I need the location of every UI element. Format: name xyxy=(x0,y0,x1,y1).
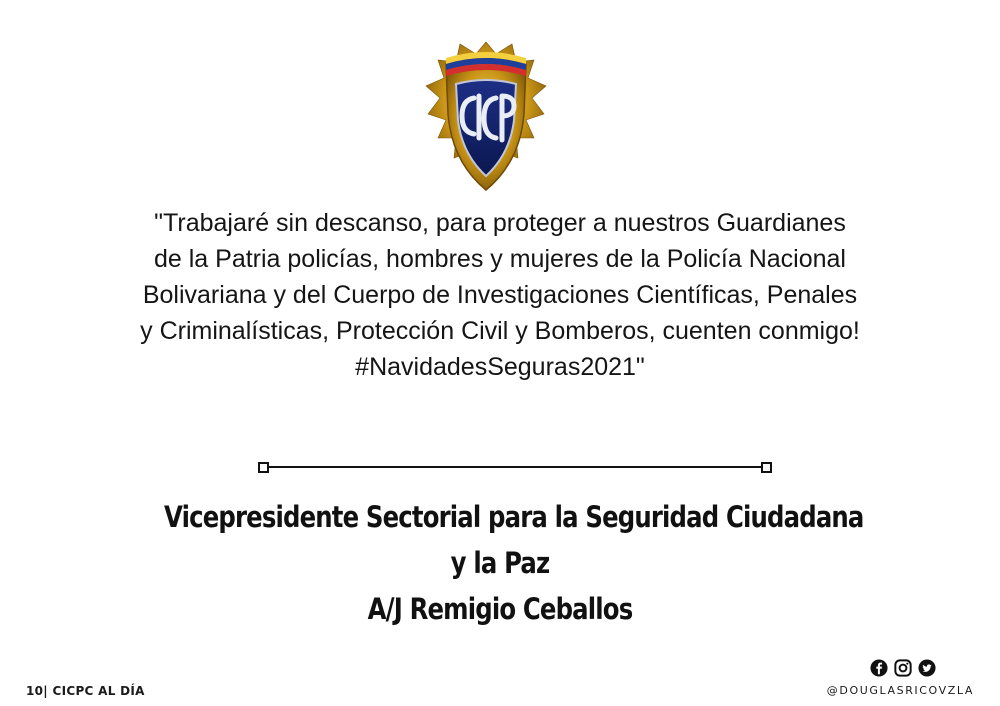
quote-line: y Criminalísticas, Protección Civil y Bomberos, cuenten conmigo! xyxy=(140,317,860,345)
signature-name: A/J Remigio Ceballos xyxy=(367,592,633,626)
signature-title-cont: y la Paz xyxy=(450,546,550,580)
quote-text xyxy=(40,205,960,385)
instagram-icon[interactable] xyxy=(894,659,912,677)
divider-cap-right xyxy=(761,462,772,473)
divider-line xyxy=(266,466,764,468)
quote-line: de la Patria policías, hombres y mujeres de la Policía Nacional xyxy=(153,245,846,273)
quote-line: Bolivariana y del Cuerpo de Investigaciones Científicas, Penales xyxy=(142,281,858,309)
quote-line: #NavidadesSeguras2021" xyxy=(355,353,645,381)
divider-cap-left xyxy=(258,462,269,473)
signature-block xyxy=(164,494,864,632)
signature-title: Vicepresidente Sectorial para la Seguridad Ciudadana xyxy=(164,500,864,534)
quote-line: "Trabajaré sin descanso, para proteger a nuestros Guardianes xyxy=(154,209,846,237)
social-handle: @DOUGLASRICOVZLA xyxy=(826,684,974,697)
cicpc-emblem xyxy=(416,34,556,202)
social-icons xyxy=(870,659,936,677)
facebook-icon[interactable] xyxy=(870,659,888,677)
page-label: 10| CICPC AL DÍA xyxy=(26,684,145,698)
signature-divider xyxy=(258,460,772,474)
twitter-icon[interactable] xyxy=(918,659,936,677)
